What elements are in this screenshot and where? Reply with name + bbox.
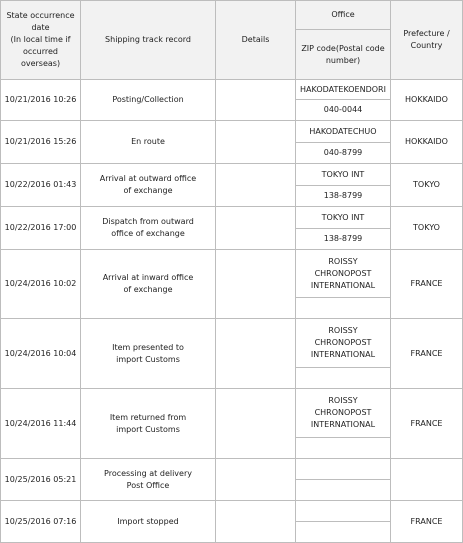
date-cell: 10/24/2016 10:02: [1, 250, 81, 319]
record-line: Import stopped: [117, 516, 179, 526]
office-cell: [296, 389, 391, 438]
record-line: Dispatch from outward: [102, 217, 194, 226]
details-cell: [216, 459, 296, 501]
prefecture-cell: TOKYO: [391, 164, 463, 207]
record-cell: [81, 501, 216, 543]
details-cell: [216, 250, 296, 319]
prefecture-cell: FRANCE: [391, 319, 463, 389]
record-cell: [81, 250, 216, 319]
zip-header-line: ZIP code(Postal code: [301, 43, 385, 53]
office-line: CHRONOPOST: [314, 408, 372, 417]
prefecture-cell: [391, 459, 463, 501]
prefecture-cell: HOKKAIDO: [391, 80, 463, 121]
details-cell: [216, 80, 296, 121]
office-cell: [296, 501, 391, 522]
details-cell: [216, 164, 296, 207]
zip-cell: [296, 438, 391, 459]
zip-cell: 138-8799: [296, 229, 391, 250]
record-cell: [81, 459, 216, 501]
record-line: import Customs: [116, 354, 180, 364]
zip-cell: 040-8799: [296, 143, 391, 164]
record-line: Item returned from: [109, 412, 187, 422]
record-line: Arrival at inward office: [102, 273, 194, 282]
date-cell: 10/24/2016 10:04: [1, 319, 81, 389]
record-line: of exchange: [123, 186, 173, 195]
prefecture-cell: HOKKAIDO: [391, 121, 463, 164]
prefecture-header-line: Country: [410, 41, 443, 50]
date-column-header: [1, 1, 81, 80]
details-cell: [216, 121, 296, 164]
prefecture-column-header: [391, 1, 463, 80]
zip-cell: [296, 368, 391, 389]
zip-cell: 138-8799: [296, 186, 391, 207]
office-cell: [296, 164, 391, 186]
office-line: CHRONOPOST: [314, 338, 372, 347]
zip-cell: [296, 298, 391, 319]
zip-cell: 040-0044: [296, 100, 391, 121]
office-cell: [296, 250, 391, 298]
record-line: of exchange: [123, 285, 173, 294]
record-cell: [81, 319, 216, 389]
date-header-line: date: [31, 23, 50, 32]
date-cell: 10/25/2016 05:21: [1, 459, 81, 501]
office-cell: [296, 207, 391, 229]
office-cell: [296, 459, 391, 480]
date-header-line: overseas): [20, 59, 61, 68]
prefecture-header-line: Prefecture /: [403, 29, 450, 38]
table-row: [1, 80, 463, 100]
office-line: CHRONOPOST: [314, 268, 372, 278]
record-line: import Customs: [116, 424, 180, 434]
date-cell: 10/21/2016 10:26: [1, 80, 81, 121]
record-line: Post Office: [126, 480, 170, 490]
zip-header-line: number): [325, 55, 361, 65]
office-line: ROISSY: [328, 396, 358, 405]
prefecture-cell: FRANCE: [391, 250, 463, 319]
office-column-header: Office: [296, 1, 391, 30]
details-cell: [216, 319, 296, 389]
date-header-line: occurred: [22, 47, 59, 56]
record-cell: [81, 389, 216, 459]
table-row: [1, 250, 463, 298]
office-line: HAKODATEKOENDORI: [300, 84, 386, 94]
record-cell: [81, 207, 216, 250]
record-line: Posting/Collection: [112, 95, 184, 104]
table-row: [1, 459, 463, 480]
office-line: TOKYO INT: [321, 169, 365, 179]
date-cell: 10/21/2016 15:26: [1, 121, 81, 164]
date-cell: 10/22/2016 17:00: [1, 207, 81, 250]
office-line: INTERNATIONAL: [310, 280, 376, 290]
office-line: INTERNATIONAL: [310, 350, 376, 359]
record-line: office of exchange: [111, 229, 185, 238]
record-line: Item presented to: [112, 342, 184, 352]
office-cell: [296, 121, 391, 143]
table-row: [1, 121, 463, 143]
record-line: En route: [131, 137, 165, 146]
date-cell: 10/24/2016 11:44: [1, 389, 81, 459]
office-line: INTERNATIONAL: [310, 420, 376, 429]
date-header-line: (In local time if: [10, 35, 71, 44]
details-cell: [216, 389, 296, 459]
prefecture-cell: TOKYO: [391, 207, 463, 250]
date-header-line: State occurrence: [6, 11, 75, 20]
details-cell: [216, 501, 296, 543]
office-line: TOKYO INT: [321, 212, 365, 222]
table-row: [1, 164, 463, 186]
zip-column-header: [296, 30, 391, 80]
record-line: Arrival at outward office: [99, 174, 197, 183]
record-cell: [81, 80, 216, 121]
office-line: ROISSY: [328, 256, 358, 266]
zip-cell: [296, 522, 391, 543]
date-cell: 10/22/2016 01:43: [1, 164, 81, 207]
prefecture-cell: FRANCE: [391, 501, 463, 543]
record-line: Processing at delivery: [104, 468, 192, 478]
record-column-header: Shipping track record: [81, 1, 216, 80]
prefecture-cell: FRANCE: [391, 389, 463, 459]
zip-cell: [296, 480, 391, 501]
office-cell: [296, 80, 391, 100]
table-row: [1, 207, 463, 229]
date-cell: 10/25/2016 07:16: [1, 501, 81, 543]
table-row: [1, 501, 463, 522]
details-column-header: Details: [216, 1, 296, 80]
details-cell: [216, 207, 296, 250]
office-line: HAKODATECHUO: [309, 126, 377, 136]
record-cell: [81, 121, 216, 164]
record-cell: [81, 164, 216, 207]
office-cell: [296, 319, 391, 368]
table-row: [1, 319, 463, 368]
table-row: [1, 389, 463, 438]
office-line: ROISSY: [328, 326, 358, 335]
